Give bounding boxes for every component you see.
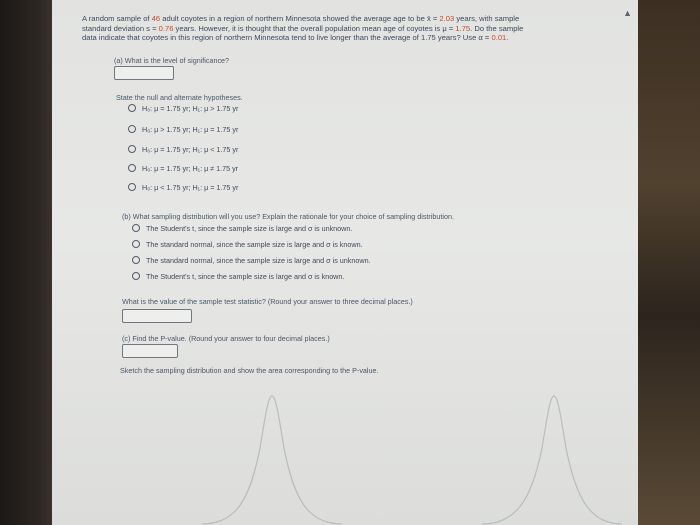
hypotheses-prompt: State the null and alternate hypotheses.	[116, 93, 243, 102]
test-statistic-question: What is the value of the sample test statistic? (Round your answer to three decimal places.)	[122, 297, 413, 306]
hypothesis-option[interactable]: H₀: μ = 1.75 yr; H₁: μ < 1.75 yr	[128, 145, 238, 154]
monitor-bezel-left	[0, 0, 52, 525]
population-mean-value: 1.75	[421, 33, 436, 43]
radio-icon[interactable]	[132, 224, 140, 232]
scroll-arrow-icon[interactable]: ▲	[623, 8, 632, 18]
sample-sd-value: 0.76	[158, 23, 174, 33]
test-statistic-input[interactable]	[122, 309, 192, 323]
webassign-question-screen	[52, 0, 638, 525]
problem-text: years. However, it is thought that the overall population mean age of coyotes is μ =	[175, 23, 454, 33]
problem-text: . Do the sample	[470, 23, 524, 33]
sampling-distribution-graph[interactable]	[482, 378, 622, 525]
problem-line-3	[82, 33, 523, 43]
radio-icon[interactable]	[132, 272, 140, 280]
radio-icon[interactable]	[132, 256, 140, 264]
sample-mean-value: 2.03	[439, 14, 455, 23]
problem-line-2	[82, 24, 523, 34]
alpha-value: 0.01	[491, 33, 507, 43]
problem-text: .	[506, 33, 509, 43]
problem-text: years? Use α =	[437, 33, 490, 43]
problem-text: adult coyotes in a region of northern Minnesota showed the average age to be x̄ =	[162, 14, 438, 23]
radio-icon[interactable]	[128, 183, 136, 191]
radio-icon[interactable]	[128, 104, 136, 112]
radio-icon[interactable]	[128, 125, 136, 133]
hypothesis-option[interactable]: H₀: μ > 1.75 yr; H₁: μ = 1.75 yr	[128, 125, 238, 134]
background-desk	[638, 0, 700, 525]
part-a-question: (a) What is the level of significance?	[114, 56, 230, 65]
problem-text: years, with sample	[456, 14, 520, 23]
problem-text: data indicate that coyotes in this region of northern Minnesota tend to live longer than the average of	[82, 33, 419, 43]
sampling-distribution-graph[interactable]	[202, 378, 342, 525]
hypothesis-option[interactable]: H₀: μ = 1.75 yr; H₁: μ ≠ 1.75 yr	[128, 164, 238, 173]
significance-level-input[interactable]	[114, 66, 174, 80]
radio-icon[interactable]	[128, 145, 136, 153]
problem-text: A random sample of	[82, 14, 150, 23]
problem-text: standard deviation s =	[82, 23, 157, 33]
distribution-option[interactable]: The standard normal, since the sample size is large and σ is known.	[132, 240, 363, 249]
distribution-option[interactable]: The standard normal, since the sample size is large and σ is unknown.	[132, 256, 371, 265]
hypothesis-option[interactable]: H₀: μ < 1.75 yr; H₁: μ = 1.75 yr	[128, 183, 238, 192]
sample-size-value: 46	[151, 14, 161, 23]
part-c-question: (c) Find the P-value. (Round your answer to four decimal places.)	[122, 334, 330, 343]
part-b-question: (b) What sampling distribution will you use? Explain the rationale for your choice of sampling distribution.	[122, 212, 454, 221]
problem-line-1	[82, 14, 523, 24]
population-mean-value: 1.75	[455, 23, 471, 33]
sketch-prompt: Sketch the sampling distribution and show the area corresponding to the P-value.	[120, 366, 379, 375]
radio-icon[interactable]	[132, 240, 140, 248]
distribution-option[interactable]: The Student's t, since the sample size is large and σ is unknown.	[132, 224, 352, 233]
distribution-option[interactable]: The Student's t, since the sample size is large and σ is known.	[132, 272, 344, 281]
problem-statement	[82, 14, 523, 43]
p-value-input[interactable]	[122, 344, 178, 358]
hypothesis-option[interactable]: H₀: μ = 1.75 yr; H₁: μ > 1.75 yr	[128, 104, 238, 113]
radio-icon[interactable]	[128, 164, 136, 172]
